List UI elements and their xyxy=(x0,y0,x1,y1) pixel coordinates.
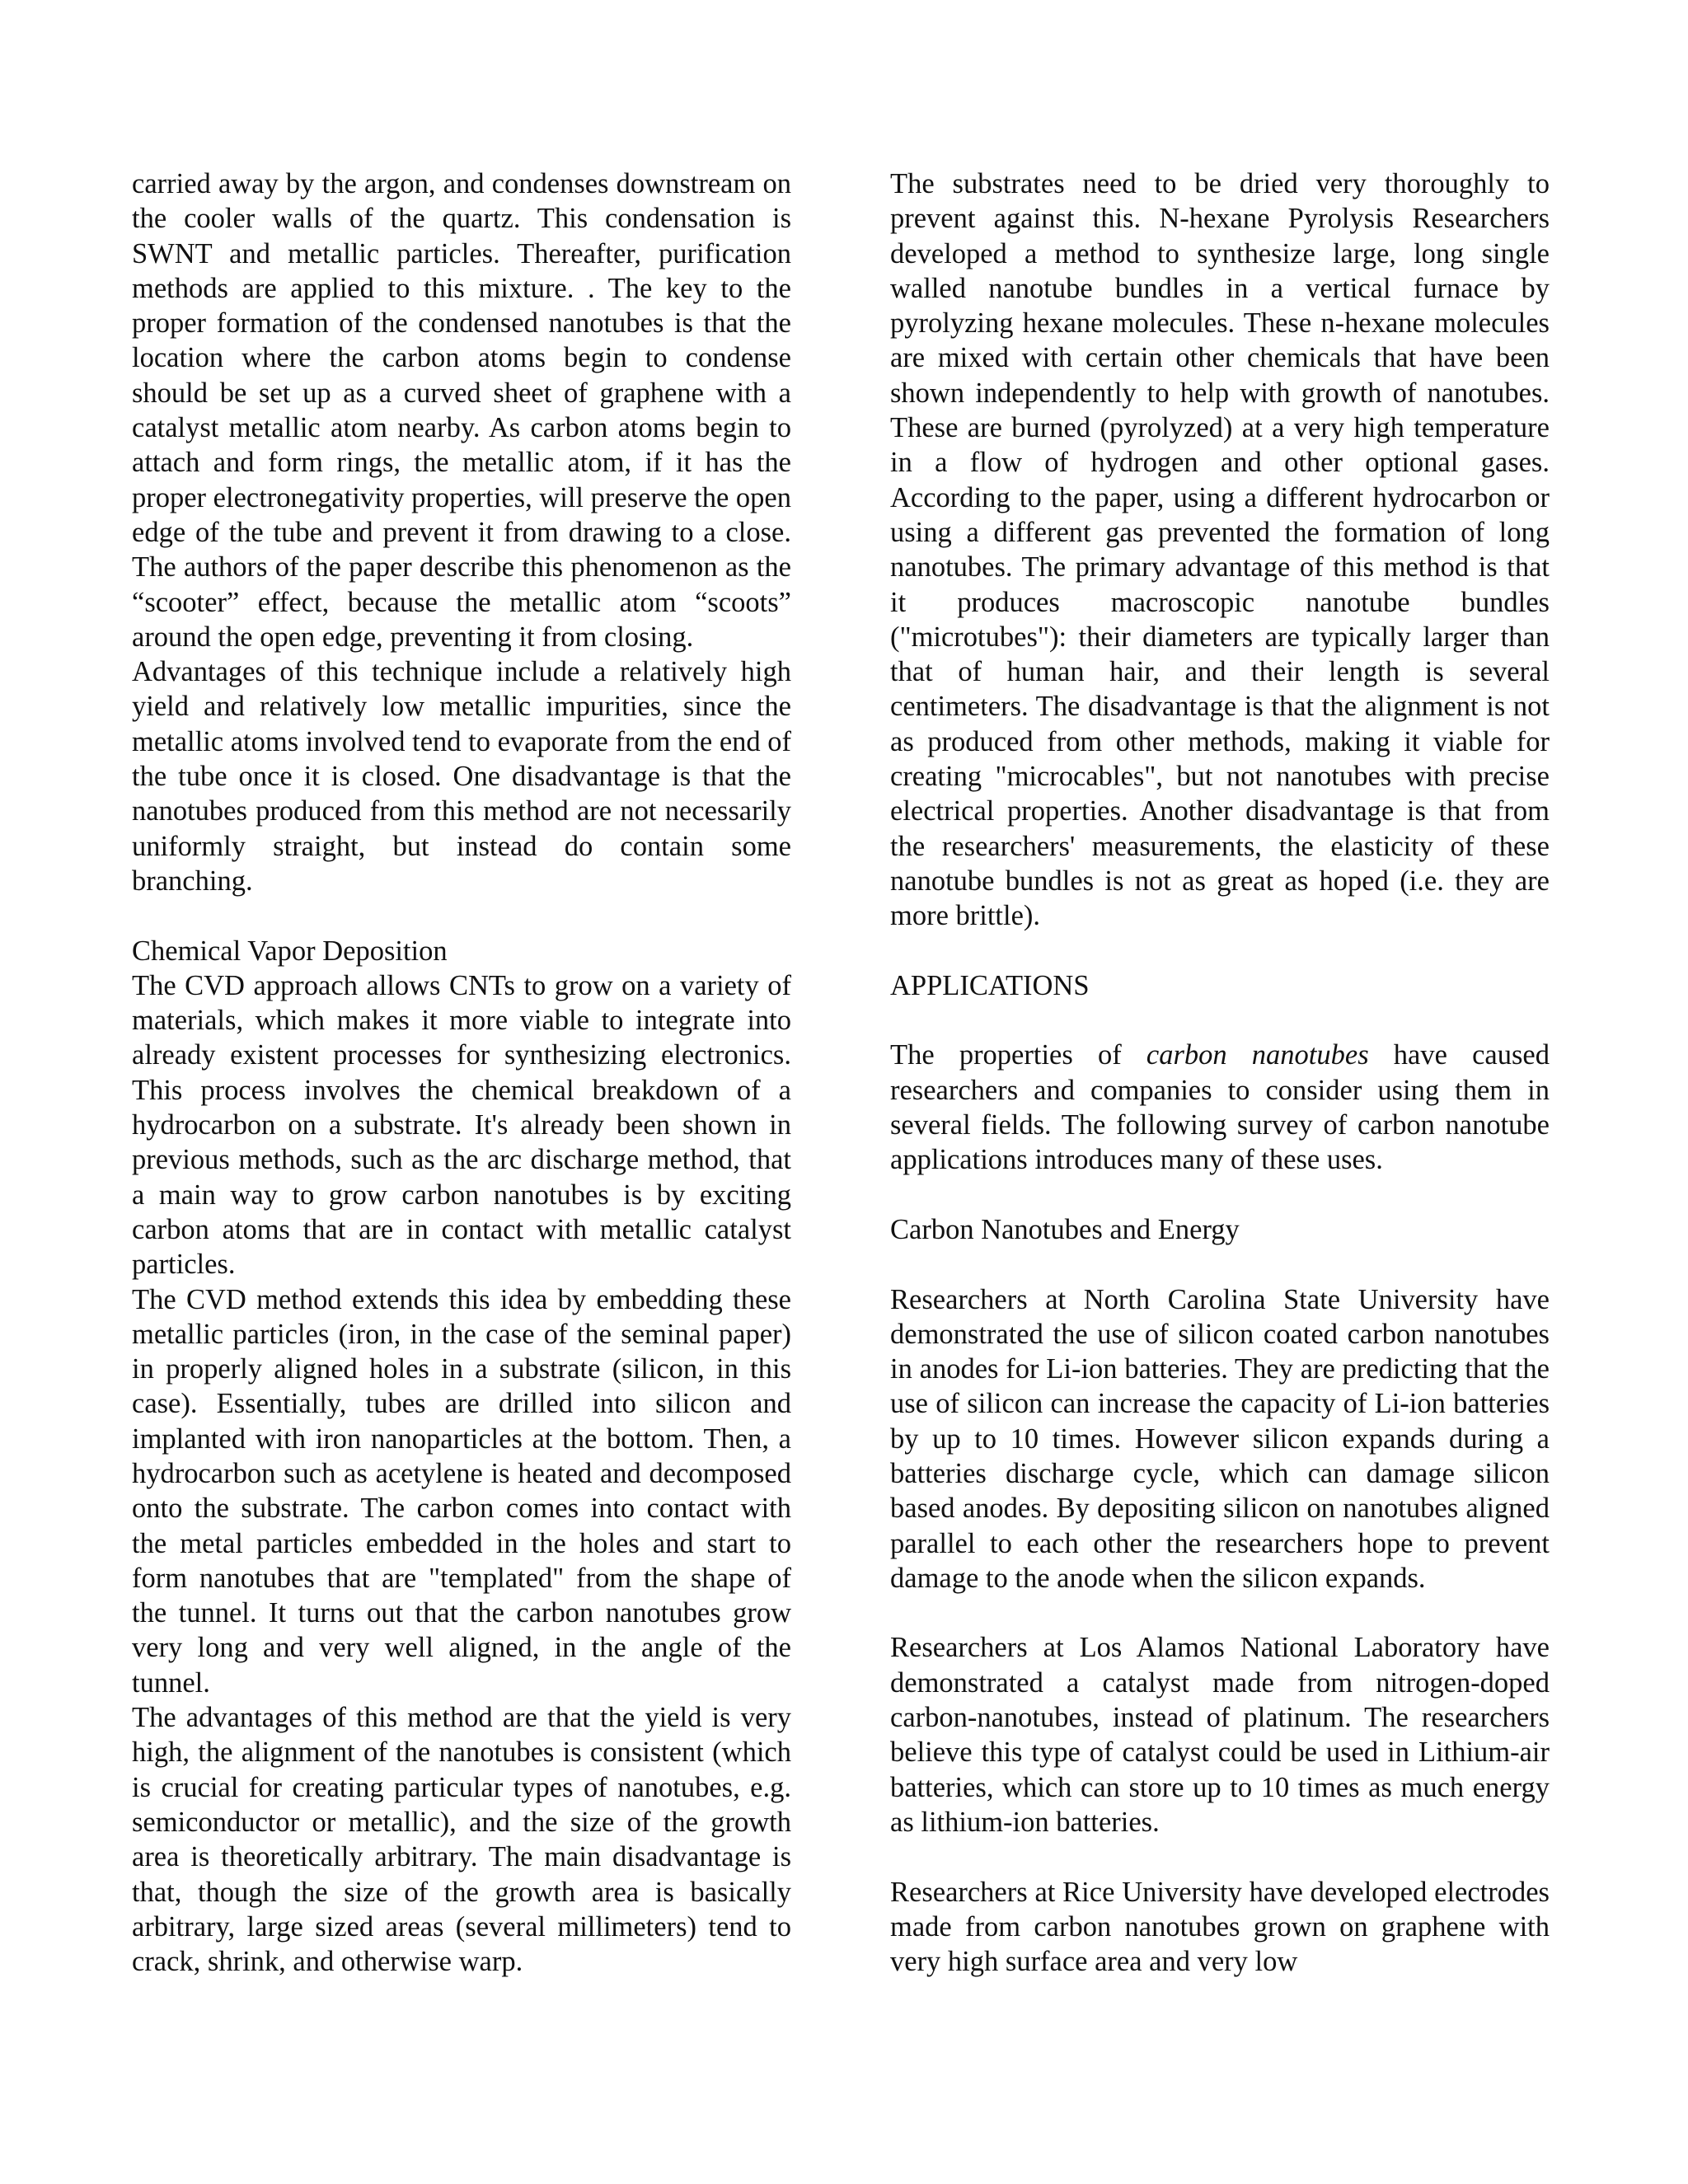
spacer xyxy=(890,934,1550,968)
paragraph-cvd-method: The CVD method extends this idea by embedding these metallic particles (iron, in the case of the seminal paper) in properly aligned holes in a substrate (silicon, in this case). Essentially, tubes are drilled into silicon and implanted with iron nanoparticles at the bottom. Then, a hydrocarbon such as acetylene is heated and decomposed onto the substrate. The carbon comes into contact with the metal particles embedded in the holes and start to form nanotubes that are "templated" from the shape of the tunnel. It turns out that the carbon nanotubes grow very long and very well aligned, in the angle of the tunnel. xyxy=(132,1283,791,1699)
paragraph-rice-electrodes: Researchers at Rice University have developed electrodes made from carbon nanotubes grown on graphene with very high surface area and very low xyxy=(890,1876,1550,1978)
applications-intro-italic-term: carbon nanotubes xyxy=(1146,1039,1369,1071)
paragraph-applications-intro xyxy=(890,1038,1550,1177)
spacer xyxy=(132,898,791,933)
spacer xyxy=(890,1840,1550,1874)
paragraph-arc-discharge-advantages: Advantages of this technique include a relatively high yield and relatively low metallic impurities, since the metallic atoms involved tend to evaporate from the end of the tube once it is closed. One disadvantage is that the nanotubes produced from this method are not necessarily uniformly straight, but instead do contain some branching. xyxy=(132,656,791,897)
section-heading-applications: APPLICATIONS xyxy=(890,969,1090,1001)
spacer xyxy=(890,1596,1550,1630)
spacer xyxy=(890,1003,1550,1038)
spacer xyxy=(890,1247,1550,1282)
spacer xyxy=(890,1178,1550,1212)
applications-intro-end: have caused researchers and companies to consider using them in several fields. The following survey of carbon nanotube applications introduces many of these uses. xyxy=(890,1039,1550,1176)
paragraph-cvd-intro: The CVD approach allows CNTs to grow on a variety of materials, which makes it more viable to integrate into already existent processes for synthesizing electronics. This process involves the chemical breakdown of a hydrocarbon on a substrate. It's already been shown in previous methods, such as the arc discharge method, that a main way to grow carbon nanotubes is by exciting carbon atoms that are in contact with metallic catalyst particles. xyxy=(132,969,791,1281)
paragraph-n-hexane-pyrolysis: The substrates need to be dried very thoroughly to prevent against this. N-hexane Pyrolysis Researchers developed a method to synthesize large, long single walled nanotube bundles in a vertical furnace by pyrolyzing hexane molecules. These n-hexane molecules are mixed with certain other chemicals that have been shown independently to help with growth of nanotubes. These are burned (pyrolyzed) at a very high temperature in a flow of hydrogen and other optional gases. According to the paper, using a different hydrocarbon or using a different gas prevented the formation of long nanotubes. The primary advantage of this method is that it produces macroscopic nanotube bundles ("microtubes"): their diameters are typically larger than that of human hair, and their length is several centimeters. The disadvantage is that the alignment is not as produced from other methods, making it viable for creating "microcables", but not nanotubes with precise electrical properties. Another disadvantage is that from the researchers' measurements, the elasticity of these nanotube bundles is not as great as hoped (i.e. they are more brittle). xyxy=(890,168,1550,932)
paragraph-arc-discharge-continued: carried away by the argon, and condenses downstream on the cooler walls of the quartz. This condensation is SWNT and metallic particles. Thereafter, purification methods are applied to this mixture. . The key to the proper formation of the condensed nanotubes is that the location where the carbon atoms begin to condense should be set up as a curved sheet of graphene with a catalyst metallic atom nearby. As carbon atoms begin to attach and form rings, the metallic atom, if it has the proper electronegativity properties, will preserve the open edge of the tube and prevent it from drawing to a close. The authors of the paper describe this phenomenon as the “scooter” effect, because the metallic atom “scoots” around the open edge, preventing it from closing. xyxy=(132,168,791,653)
right-column xyxy=(890,166,1550,1979)
paragraph-ncsu-li-ion: Researchers at North Carolina State University have demonstrated the use of silicon coated carbon nanotubes in anodes for Li-ion batteries. They are predicting that the use of silicon can increase the capacity of Li-ion batteries by up to 10 times. However silicon expands during a batteries discharge cycle, which can damage silicon based anodes. By depositing silicon on nanotubes aligned parallel to each other the researchers hope to prevent damage to the anode when the silicon expands. xyxy=(890,1283,1550,1594)
paragraph-los-alamos-catalyst: Researchers at Los Alamos National Laboratory have demonstrated a catalyst made from nitrogen-doped carbon-nanotubes, instead of platinum. The researchers believe this type of catalyst could be used in Lithium-air batteries, which can store up to 10 times as much energy as lithium-ion batteries. xyxy=(890,1632,1550,1838)
section-heading-cvd: Chemical Vapor Deposition xyxy=(132,935,448,967)
section-heading-energy: Carbon Nanotubes and Energy xyxy=(890,1213,1240,1245)
applications-intro-start: The properties of xyxy=(890,1039,1146,1071)
left-column xyxy=(132,166,791,1979)
paragraph-cvd-advantages: The advantages of this method are that the yield is very high, the alignment of the nanotubes is consistent (which is crucial for creating particular types of nanotubes, e.g. semiconductor or metallic), and the size of the growth area is theoretically arbitrary. The main disadvantage is that, though the size of the growth area is basically arbitrary, large sized areas (several millimeters) tend to crack, shrink, and otherwise warp. xyxy=(132,1702,791,1978)
